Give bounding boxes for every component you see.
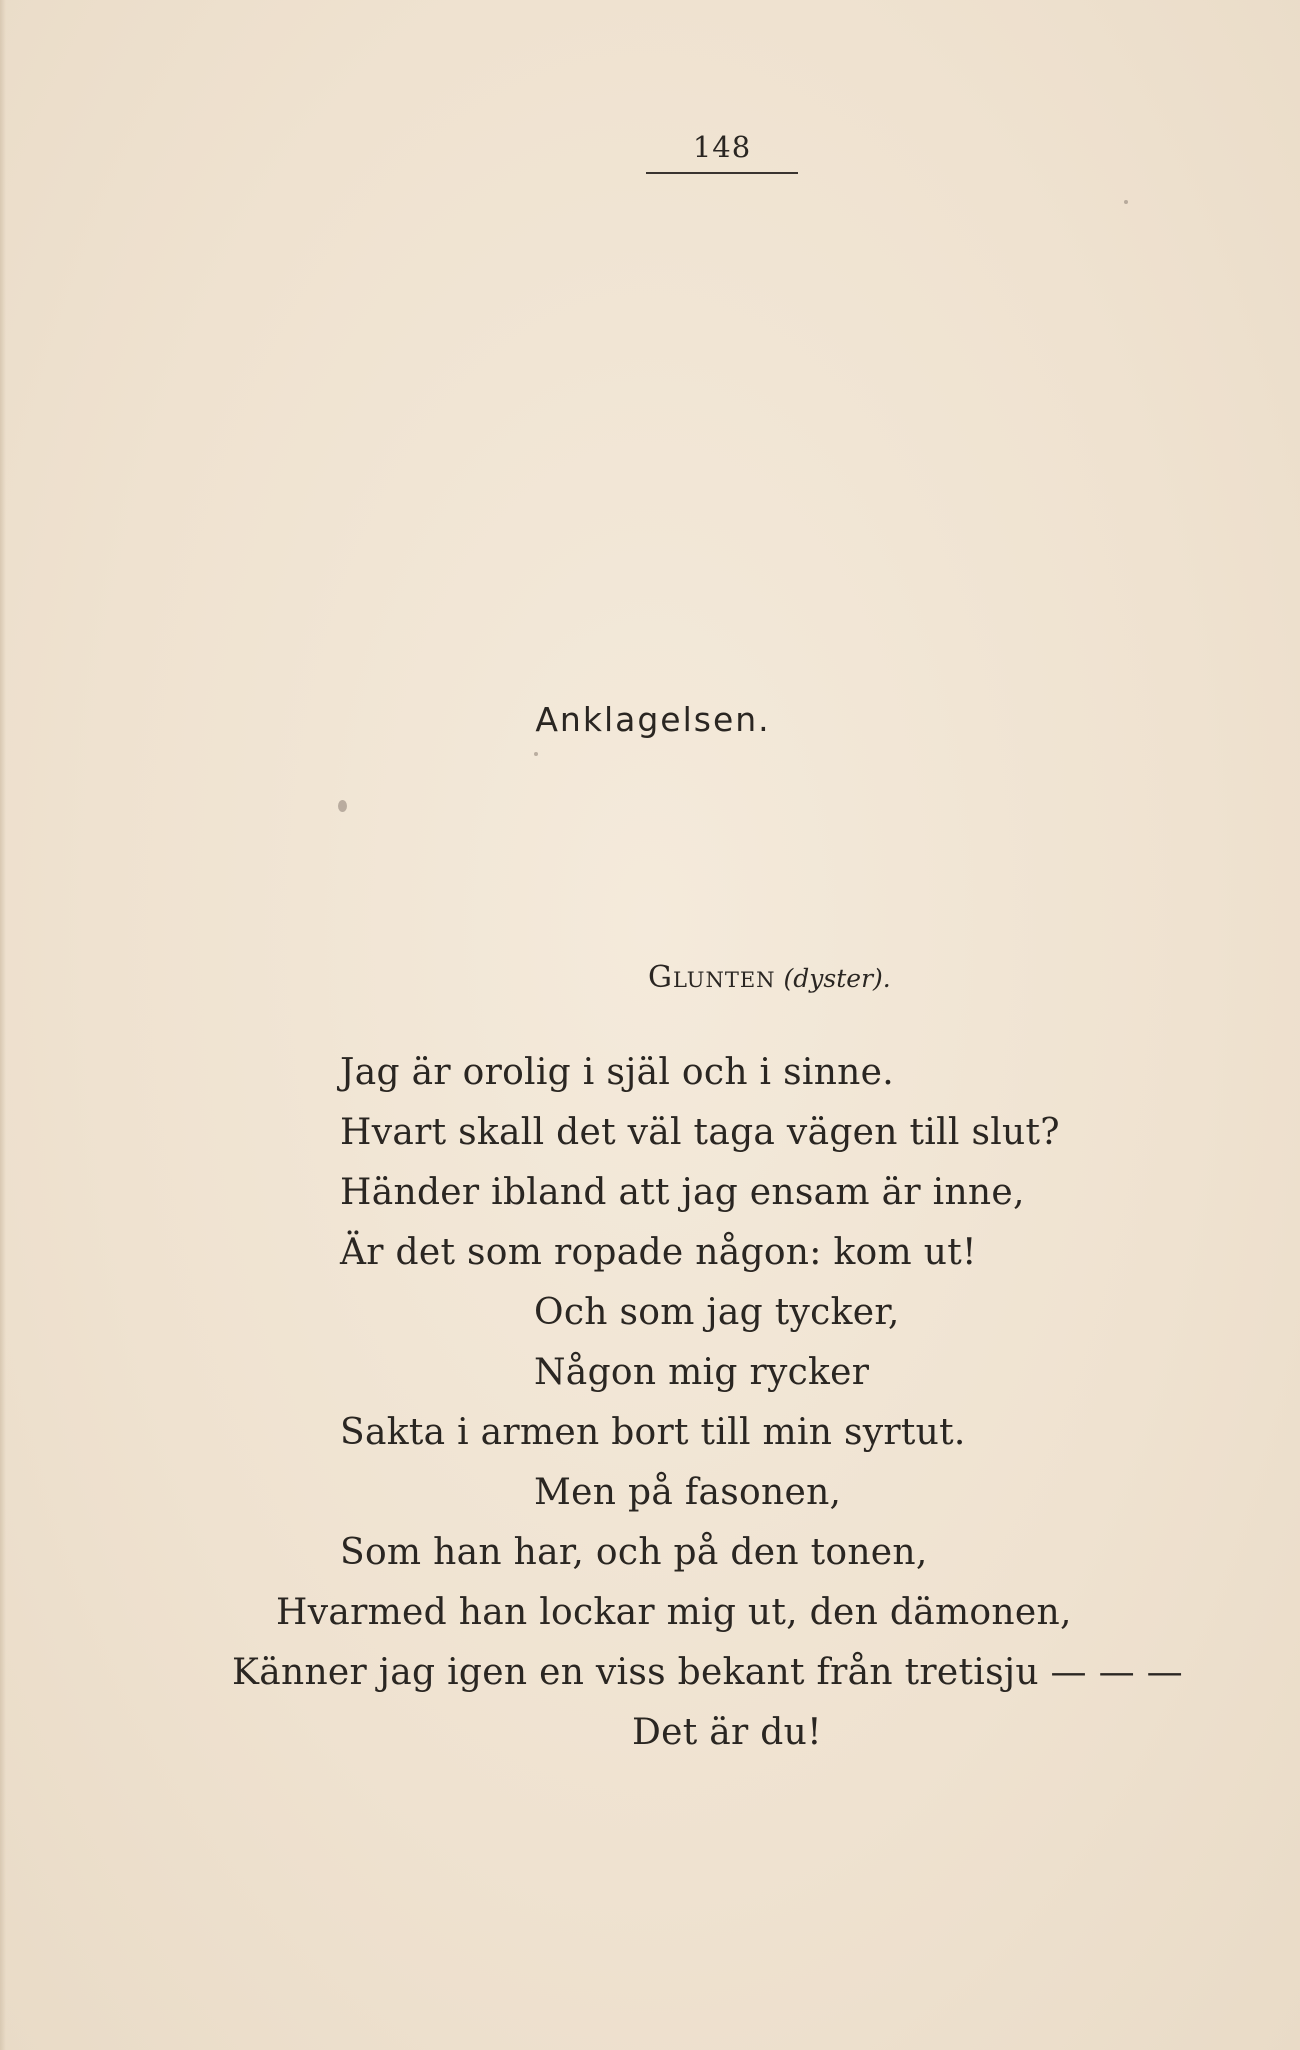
verse-line-5: Och som jag tycker,: [534, 1292, 900, 1333]
verse-line-9: Som han har, och på den tonen,: [340, 1532, 928, 1573]
verse-line-4: Är det som ropade någon: kom ut!: [340, 1232, 977, 1273]
verse-line-7: Sakta i armen bort till min syrtut.: [340, 1412, 966, 1453]
verse-line-6: Någon mig rycker: [534, 1352, 870, 1393]
speaker-name: Glunten: [648, 960, 776, 995]
paper-speck: [338, 800, 347, 812]
verse-line-3: Händer ibland att jag ensam är inne,: [340, 1172, 1025, 1213]
stage-direction: (dyster).: [783, 964, 891, 993]
verse-line-1: Jag är orolig i själ och i sinne.: [340, 1052, 895, 1093]
page-number: 148: [692, 130, 752, 164]
paper-speck: [1124, 200, 1128, 204]
verse-line-2: Hvart skall det väl taga vägen till slut?: [340, 1112, 1060, 1153]
verse-line-11: Känner jag igen en viss bekant från tretisju — — —: [232, 1652, 1183, 1693]
page-edge: [0, 0, 6, 2050]
verse-line-12: Det är du!: [632, 1712, 822, 1753]
verse-line-8: Men på fasonen,: [534, 1472, 842, 1513]
poem-title: Anklagelsen.: [535, 700, 771, 739]
page-number-rule: [646, 172, 798, 174]
paper-speck: [534, 752, 538, 756]
speaker-heading: [648, 960, 891, 995]
verse-line-10: Hvarmed han lockar mig ut, den dämonen,: [276, 1592, 1072, 1633]
